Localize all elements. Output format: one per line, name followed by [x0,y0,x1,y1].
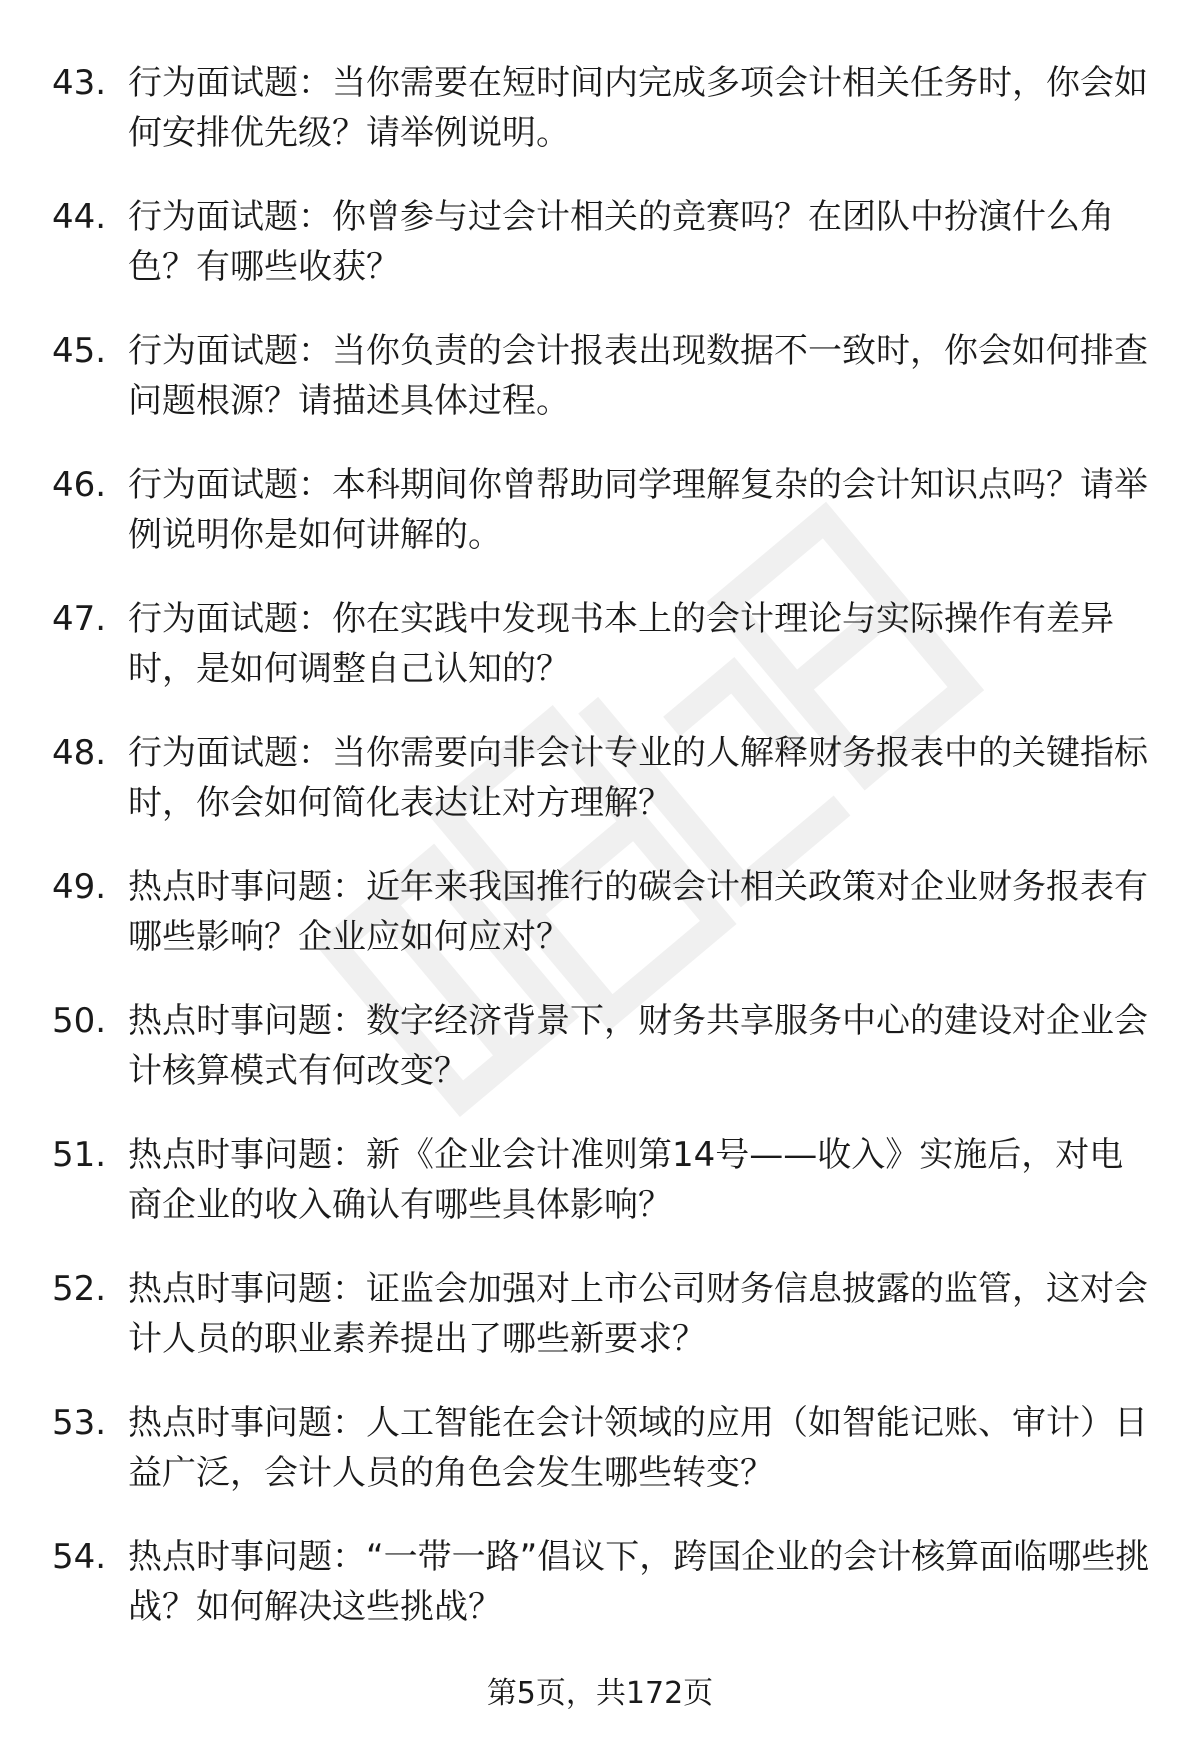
question-text: 热点时事问题：人工智能在会计领域的应用（如智能记账、审计）日益广泛，会计人员的角色会发生哪些转变？ [128,1403,1148,1493]
question-number: 52. [52,1269,107,1309]
question-item [52,192,1162,292]
question-number: 46. [52,465,107,505]
question-text: 行为面试题：本科期间你曾帮助同学理解复杂的会计知识点吗？请举例说明你是如何讲解的。 [128,465,1148,555]
question-number: 45. [52,331,107,371]
question-text: 热点时事问题：近年来我国推行的碳会计相关政策对企业财务报表有哪些影响？企业应如何应对？ [128,867,1148,957]
question-number: 49. [52,867,107,907]
question-number: 47. [52,599,107,639]
question-item [52,326,1162,426]
question-item [52,1130,1162,1230]
question-text: 热点时事问题：“一带一路”倡议下，跨国企业的会计核算面临哪些挑战？如何解决这些挑战？ [128,1537,1150,1627]
question-item [52,996,1162,1096]
page-number-label: 第5页，共172页 [486,1676,714,1711]
question-number: 53. [52,1403,107,1443]
question-item [52,594,1162,694]
question-item [52,1532,1162,1632]
question-item [52,728,1162,828]
question-number: 43. [52,63,107,103]
question-text: 行为面试题：当你需要在短时间内完成多项会计相关任务时，你会如何安排优先级？请举例说明。 [128,63,1148,153]
question-number: 51. [52,1135,107,1175]
question-item [52,1398,1162,1498]
question-list [52,58,1162,1666]
question-text: 热点时事问题：新《企业会计准则第14号——收入》实施后，对电商企业的收入确认有哪些具体影响？ [128,1135,1124,1225]
question-text: 热点时事问题：数字经济背景下，财务共享服务中心的建设对企业会计核算模式有何改变？ [128,1001,1148,1091]
question-number: 50. [52,1001,107,1041]
question-number: 44. [52,197,107,237]
question-number: 54. [52,1537,107,1577]
question-item [52,1264,1162,1364]
question-number: 48. [52,733,107,773]
question-text: 行为面试题：当你负责的会计报表出现数据不一致时，你会如何排查问题根源？请描述具体过程。 [128,331,1148,421]
question-text: 行为面试题：你曾参与过会计相关的竞赛吗？在团队中扮演什么角色？有哪些收获？ [128,197,1114,287]
question-text: 行为面试题：你在实践中发现书本上的会计理论与实际操作有差异时，是如何调整自己认知的？ [128,599,1114,689]
question-text: 行为面试题：当你需要向非会计专业的人解释财务报表中的关键指标时，你会如何简化表达让对方理解？ [128,733,1148,823]
question-item [52,58,1162,158]
question-item [52,460,1162,560]
question-text: 热点时事问题：证监会加强对上市公司财务信息披露的监管，这对会计人员的职业素养提出了哪些新要求？ [128,1269,1148,1359]
question-item [52,862,1162,962]
page-footer [0,1672,1200,1716]
